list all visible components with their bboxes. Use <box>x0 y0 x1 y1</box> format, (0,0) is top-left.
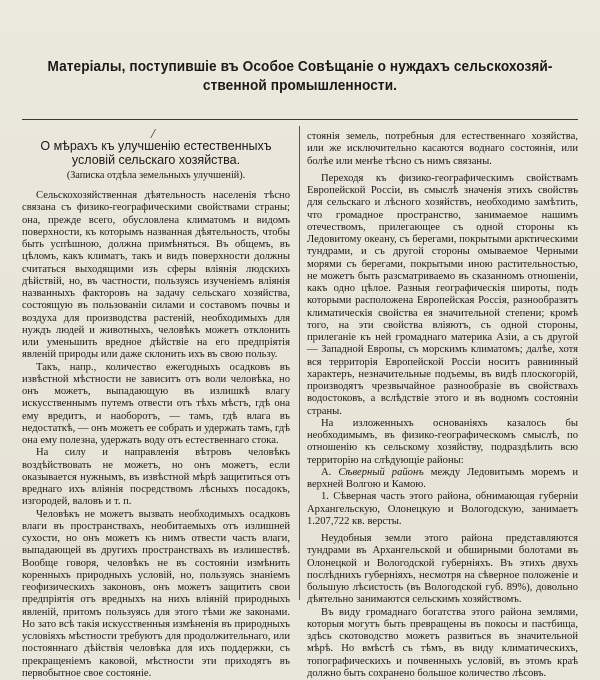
right-paragraph-3: Неудобныя земли этого района представляются тундрами въ Архангельской и обширными болотами въ Олонецкой и Вологодской губерніяхъ. Въ этихъ двухъ послѣднихъ губерніяхъ, несмотря на сѣверное положеніе и большую лѣсистость (въ Вологодской губ. 89%), довольно дѣятельно занимаются сельскимъ хозяйствомъ. <box>307 533 578 607</box>
column-divider <box>299 126 300 600</box>
pencil-mark: / <box>151 127 155 143</box>
left-paragraph-1: Сельскохозяйственная дѣятельность населенія тѣсно связана съ физико-географическими свойствами страны; она, прежде всего, обусловлена климатомъ и видомъ поверхности, къ которымъ названная дѣятельность, чтобы быть успѣшною, должна примѣняться. Въ общемъ, въ цѣломъ, какъ климатъ, такъ и видъ поверхности должны считаться выходящими изъ сферы вліянія людскихъ дѣйствій, но, въ частности, пользуясь изученіемъ вліянія названныхъ факторовъ на задачу сельскаго хозяйства, состоящую въ пользованіи силами и составомъ почвы и воздуха для производства растеній, необходимыхъ для нуждъ людей и животныхъ, человѣкъ можетъ отклонить или уменьшить вредное дѣйствіе на его предпріятія явленій природы или даже склонить ихъ въ свою пользу. <box>22 190 290 362</box>
right-paragraph-2: На изложенныхъ основаніяхъ казалось бы необходимымъ, въ физико-географическомъ смыслѣ, по отношенію къ сельскому хозяйству, подраздѣлить всю территорію на слѣдующіе районы: <box>307 418 578 467</box>
region-description: между Ледовитымъ моремъ и верхней Волгою и Камою. <box>307 467 578 490</box>
left-paragraph-4: Человѣкъ не можетъ вызвать необходимыхъ осадковъ влаги въ пространствахъ, необитаемыхъ отъ излишней сухости, но онъ можетъ къ нимъ отвести часть влаги, выпадающей въ другихъ пространствахъ въ излишествѣ. Вообще говоря, человѣкъ не въ состояніи измѣнить коренныхъ природныхъ условій, но, пользуясь знаніемъ геофизическихъ законовъ, онъ можетъ защитить свои предпріятія отъ вредныхъ на нихъ вліяній природныхъ явленій, притомъ пользуясь для этого тѣми же законами. Но зато всѣ такія искусственныя измѣненія въ природныхъ условіяхъ мѣстности требуютъ для продолжительнаго, или постояннаго дѣйствія человѣка для ихъ поддержки, съ прекращеніемъ каковой, мѣстности эти приходятъ въ первобытное свое состояніе. <box>22 509 290 680</box>
article-title <box>22 139 290 167</box>
page-title-line-1: Матеріалы, поступившіе въ Особое Совѣщаніе о нуждахъ сельскохозяй- <box>39 58 562 77</box>
left-paragraph-2: Такъ, напр., количество ежегодныхъ осадковъ въ извѣстной мѣстности не зависитъ отъ воли человѣка, но онъ можетъ, выпадающую въ излишкѣ влагу искусственнымъ путемъ отвести отъ тѣхъ мѣстъ, гдѣ она ему вредитъ, и наоборотъ, — тамъ, гдѣ влага въ недостаткѣ, — онъ можетъ ее собрать и удержать тамъ, гдѣ она ему полезна, удержать воду отъ естественнаго стока. <box>22 362 290 448</box>
region-title: Сѣверный районъ <box>338 467 423 478</box>
page-title <box>39 58 562 96</box>
article-subtitle: (Записка отдѣла земельныхъ улучшеній). <box>22 170 290 182</box>
region-prefix: А. <box>321 467 331 478</box>
right-paragraph-continued: стоянія земель, потребныя для естественнаго хозяйства, или же исключительно касаются воднаго состоянія, или болѣе или менѣе тѣсно съ нимъ связаны. <box>307 131 578 168</box>
right-paragraph-4: Въ виду громаднаго богатства этого района землями, которыя могутъ быть превращены въ покосы и пастбища, здѣсь скотоводство можетъ развиться въ значительной мѣрѣ. Но вмѣстѣ съ тѣмъ, въ виду климатическихъ, топографическихъ и почвенныхъ условій, въ этомъ краѣ должно быть сохранено большое количество лѣсовъ. <box>307 607 578 680</box>
right-paragraph-1: Переходя къ физико-географическимъ свойствамъ Европейской Россіи, въ смыслѣ значенія этихъ свойствъ для сельскаго и лѣсного хозяйствъ, необходимо замѣтить, что громадное пространство, занимаемое нашимъ отечествомъ, прилегающее съ одной стороны къ Ледовитому океану, съ берегами, покрытыми арктическими тундрами, и съ другой стороны омываемое Черными морями съ берегами, покрытыми иною растительностью, не можетъ быть разсматриваемо въ сказанномъ отношеніи, какъ одно цѣлое. Разныя географическія широты, подъ которыми расположена Европейская Россія, разнообразятъ климатическія свойства ея значительной степени; кромѣ того, на эти свойства вліяютъ, съ одной стороны, прилеганіе къ ней громаднаго материка Азіи, а съ другой — Западной Европы, съ морскимъ климатомъ; далѣе, хотя вся территорія Европейской Россіи носитъ равнинный характеръ, незначительные подъемы, въ видѣ плоскогорій, производятъ чрезвычайное разнообразіе въ свойствахъ водостоковъ, а вслѣдствіе этого и въ водномъ состояніи страны. <box>307 173 578 418</box>
page-title-line-2: ственной промышленности. <box>39 77 562 96</box>
region-heading <box>307 467 578 492</box>
left-paragraph-3: На силу и направленія вѣтровъ человѣкъ воздѣйствовать не можетъ, но онъ можетъ, если оказывается нужнымъ, въ извѣстной мѣрѣ защититься отъ вреднаго ихъ вліянія посредствомъ лѣсныхъ посадокъ, изгородей, валовъ и т. п. <box>22 447 290 508</box>
article-title-line-2: условій сельскаго хозяйства. <box>22 153 290 167</box>
numbered-item-1: 1. Сѣверная часть этого района, обнимающая губерніи Архангельскую, Олонецкую и Вологодскую, занимаетъ 1.207,722 кв. версты. <box>307 491 578 528</box>
left-column <box>22 131 290 600</box>
article-title-line-1: О мѣрахъ къ улучшенію естественныхъ <box>22 139 290 153</box>
title-divider <box>22 119 578 120</box>
right-column <box>307 131 578 600</box>
